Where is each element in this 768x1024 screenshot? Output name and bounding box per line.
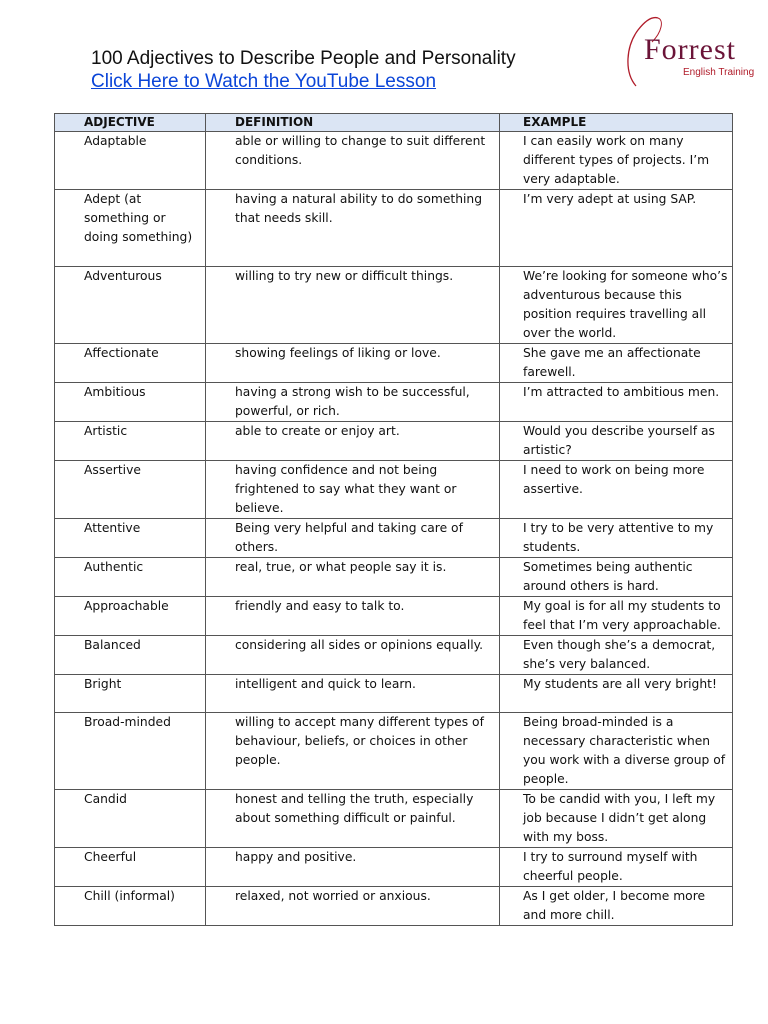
definition-cell: able to create or enjoy art. — [206, 422, 500, 461]
definition-cell: having confidence and not being frightened to say what they want or believe. — [206, 461, 500, 519]
page-title: 100 Adjectives to Describe People and Personality — [91, 48, 516, 69]
adjective-cell: Cheerful — [55, 848, 206, 887]
adjective-cell: Assertive — [55, 461, 206, 519]
youtube-lesson-link[interactable]: Click Here to Watch the YouTube Lesson — [91, 71, 437, 92]
table-row — [55, 132, 733, 190]
definition-cell: honest and telling the truth, especially about something difficult or painful. — [206, 790, 500, 848]
definition-cell: friendly and easy to talk to. — [206, 597, 500, 636]
table-row — [55, 790, 733, 848]
example-cell: To be candid with you, I left my job because I didn’t get along with my boss. — [500, 790, 733, 848]
table-header-row — [55, 114, 733, 132]
logo-wordmark: Forrest — [644, 33, 736, 66]
adjective-cell: Attentive — [55, 519, 206, 558]
column-header: EXAMPLE — [500, 114, 733, 132]
example-cell: I need to work on being more assertive. — [500, 461, 733, 519]
adjective-cell: Broad-minded — [55, 713, 206, 790]
definition-cell: relaxed, not worried or anxious. — [206, 887, 500, 926]
table-row — [55, 558, 733, 597]
example-cell: I’m attracted to ambitious men. — [500, 383, 733, 422]
adjective-cell: Artistic — [55, 422, 206, 461]
definition-cell: having a natural ability to do something that needs skill. — [206, 190, 500, 267]
example-cell: I’m very adept at using SAP. — [500, 190, 733, 267]
example-cell: I can easily work on many different types of projects. I’m very adaptable. — [500, 132, 733, 190]
table-row — [55, 190, 733, 267]
adjective-cell: Adaptable — [55, 132, 206, 190]
definition-cell: real, true, or what people say it is. — [206, 558, 500, 597]
definition-cell: intelligent and quick to learn. — [206, 675, 500, 713]
definition-cell: Being very helpful and taking care of others. — [206, 519, 500, 558]
forrest-logo — [618, 12, 763, 88]
table-row — [55, 267, 733, 344]
example-cell: As I get older, I become more and more chill. — [500, 887, 733, 926]
table-row — [55, 422, 733, 461]
table-row — [55, 597, 733, 636]
adjective-cell: Affectionate — [55, 344, 206, 383]
table-row — [55, 383, 733, 422]
adjective-cell: Bright — [55, 675, 206, 713]
adjective-cell: Ambitious — [55, 383, 206, 422]
table-row — [55, 713, 733, 790]
example-cell: Sometimes being authentic around others is hard. — [500, 558, 733, 597]
table-row — [55, 636, 733, 675]
example-cell: I try to be very attentive to my students. — [500, 519, 733, 558]
definition-cell: willing to try new or difficult things. — [206, 267, 500, 344]
example-cell: Would you describe yourself as artistic? — [500, 422, 733, 461]
adjective-cell: Approachable — [55, 597, 206, 636]
example-cell: She gave me an affectionate farewell. — [500, 344, 733, 383]
table-row — [55, 461, 733, 519]
definition-cell: considering all sides or opinions equally. — [206, 636, 500, 675]
adjective-cell: Candid — [55, 790, 206, 848]
definition-cell: willing to accept many different types of behaviour, beliefs, or choices in other people. — [206, 713, 500, 790]
example-cell: Even though she’s a democrat, she’s very balanced. — [500, 636, 733, 675]
table-row — [55, 344, 733, 383]
table-row — [55, 675, 733, 713]
table-row — [55, 519, 733, 558]
adjective-cell: Chill (informal) — [55, 887, 206, 926]
column-header: DEFINITION — [206, 114, 500, 132]
definition-cell: having a strong wish to be successful, powerful, or rich. — [206, 383, 500, 422]
adjective-cell: Balanced — [55, 636, 206, 675]
adjective-cell: Adept (at something or doing something) — [55, 190, 206, 267]
logo-tagline: English Training — [683, 67, 755, 78]
example-cell: We’re looking for someone who’s adventurous because this position requires travelling all over the world. — [500, 267, 733, 344]
definition-cell: able or willing to change to suit different conditions. — [206, 132, 500, 190]
table-row — [55, 848, 733, 887]
example-cell: My students are all very bright! — [500, 675, 733, 713]
adjective-cell: Authentic — [55, 558, 206, 597]
example-cell: My goal is for all my students to feel that I’m very approachable. — [500, 597, 733, 636]
adjective-cell: Adventurous — [55, 267, 206, 344]
definition-cell: showing feelings of liking or love. — [206, 344, 500, 383]
example-cell: I try to surround myself with cheerful people. — [500, 848, 733, 887]
table-row — [55, 887, 733, 926]
column-header: ADJECTIVE — [55, 114, 206, 132]
definition-cell: happy and positive. — [206, 848, 500, 887]
adjectives-table — [54, 113, 733, 926]
example-cell: Being broad-minded is a necessary characteristic when you work with a diverse group of people. — [500, 713, 733, 790]
